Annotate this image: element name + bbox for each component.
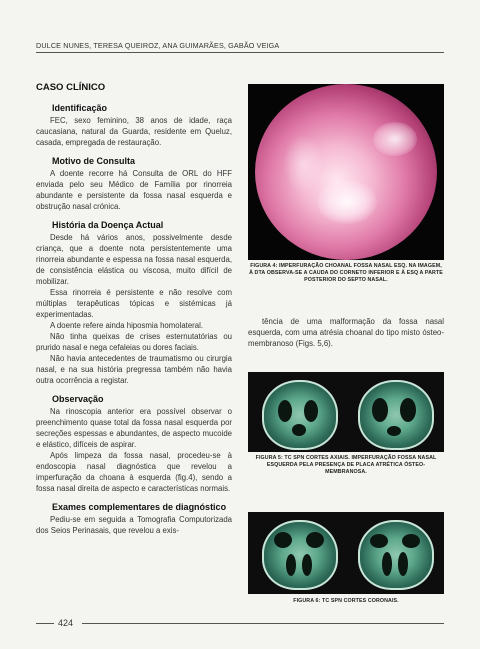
ct-cavity bbox=[286, 554, 296, 576]
tissue-highlight bbox=[283, 134, 323, 194]
running-header-authors: DULCE NUNES, TERESA QUEIROZ, ANA GUIMARÃES, GABÃO VEIGA bbox=[36, 41, 280, 50]
tissue-highlight bbox=[317, 180, 377, 224]
ct-scan-panel bbox=[348, 376, 440, 448]
ct-scan-panel bbox=[348, 516, 440, 588]
endoscopy-view bbox=[255, 84, 437, 260]
ct-cavity bbox=[302, 554, 312, 576]
heading-exames: Exames complementares de diagnóstico bbox=[52, 502, 227, 512]
ct-cavity bbox=[398, 552, 408, 576]
ct-head-section bbox=[358, 520, 434, 590]
heading-identificacao: Identificação bbox=[52, 103, 108, 113]
ct-cavity bbox=[304, 400, 318, 422]
footer-divider bbox=[36, 623, 54, 624]
paragraph: tência de uma malformação da fossa nasal esquerda, com uma atrésia choanal do tipo misto ósteo-membranoso (Figs. 5,6). bbox=[248, 317, 444, 348]
tissue-highlight bbox=[373, 122, 417, 156]
ct-cavity bbox=[400, 398, 416, 422]
ct-head-section bbox=[358, 380, 434, 450]
paragraph: Após limpeza da fossa nasal, procedeu-se à endoscopia nasal diagnóstica que revelou a imperfuração da choana à esquerda (fig.4), sendo a fossa nasal direita de aspecto e características normais. bbox=[36, 451, 232, 493]
figure-6-caption: FIGURA 6: TC SPN CORTES CORONAIS. bbox=[293, 598, 399, 604]
figure-5-ct-axial bbox=[248, 372, 444, 452]
ct-cavity bbox=[306, 532, 324, 548]
paragraph: Não havia antecedentes de traumatismo ou cirurgia nasal, e na sua história pregressa também não havia outra ocorrência a registar. bbox=[36, 354, 232, 385]
page-number: 424 bbox=[58, 618, 74, 628]
paragraph: A doente recorre há Consulta de ORL do HFF enviada pelo seu Médico de Família por rinorreia abundante e persistente da fossa nasal esquerda e obstrução nasal crónica. bbox=[36, 169, 232, 211]
heading-observacao: Observação bbox=[52, 394, 104, 404]
ct-head-section bbox=[262, 520, 338, 590]
paragraph: Não tinha queixas de crises esternutatórias ou prurido nasal e nega cefaleias ou dores faciais. bbox=[36, 332, 232, 352]
paragraph: Essa rinorreia é persistente e não resolve com múltiplas terapêuticas tópicas e sistémicas já experimentadas. bbox=[36, 288, 232, 319]
ct-scan-panel bbox=[252, 516, 344, 588]
footer-divider bbox=[82, 623, 444, 624]
paragraph: Na rinoscopia anterior era possível observar o preenchimento quase total da fossa nasal esquerda por secreções espessas e abundantes, de aspecto mucoide e elástico, difíceis de aspirar. bbox=[36, 407, 232, 449]
ct-cavity bbox=[387, 426, 401, 436]
ct-cavity bbox=[382, 552, 392, 576]
paragraph: FEC, sexo feminino, 38 anos de idade, raça caucasiana, natural da Guarda, residente em Queluz, casada, empregada de restauração. bbox=[36, 116, 232, 147]
paragraph: A doente refere ainda hiposmia homolateral. bbox=[50, 321, 204, 330]
header-divider bbox=[36, 52, 444, 53]
ct-cavity bbox=[372, 398, 388, 422]
figure-6-ct-coronal bbox=[248, 512, 444, 594]
heading-motivo: Motivo de Consulta bbox=[52, 156, 135, 166]
left-column bbox=[36, 82, 232, 536]
paragraph: Desde há vários anos, possivelmente desde criança, que a doente nota persistentemente uma rinorreia abundante e espessa na fossa nasal esquerda, de consistência elástica ou viscosa, muito difícil de mobilizar. bbox=[36, 233, 232, 286]
ct-cavity bbox=[292, 424, 306, 436]
ct-scan-panel bbox=[252, 376, 344, 448]
ct-cavity bbox=[274, 532, 292, 548]
section-title: CASO CLÍNICO bbox=[36, 82, 106, 93]
ct-cavity bbox=[278, 400, 292, 422]
figure-4-endoscopy-image bbox=[248, 84, 444, 260]
heading-historia: História da Doença Actual bbox=[52, 220, 164, 230]
paragraph: Pediu-se em seguida a Tomografia Computorizada dos Seios Perinasais, que revelou a exis- bbox=[36, 515, 232, 535]
figure-4-caption: FIGURA 4: IMPERFURAÇÃO CHOANAL FOSSA NASAL ESQ. NA IMAGEM, À DTA OBSERVA-SE A CAUDA DO CORNETO INFERIOR E À ESQ A PARTE POSTERIOR DO SEPTO NASAL. bbox=[249, 263, 443, 283]
right-column bbox=[248, 316, 444, 349]
ct-head-section bbox=[262, 380, 338, 450]
ct-cavity bbox=[402, 534, 420, 548]
figure-5-caption: FIGURA 5: TC SPN CORTES AXIAIS. IMPERFURAÇÃO FOSSA NASAL ESQUERDA PELA PRESENÇA DE PLACA ATRÉTICA ÓSTEO-MEMBRANOSA. bbox=[255, 455, 437, 475]
ct-cavity bbox=[370, 534, 388, 548]
